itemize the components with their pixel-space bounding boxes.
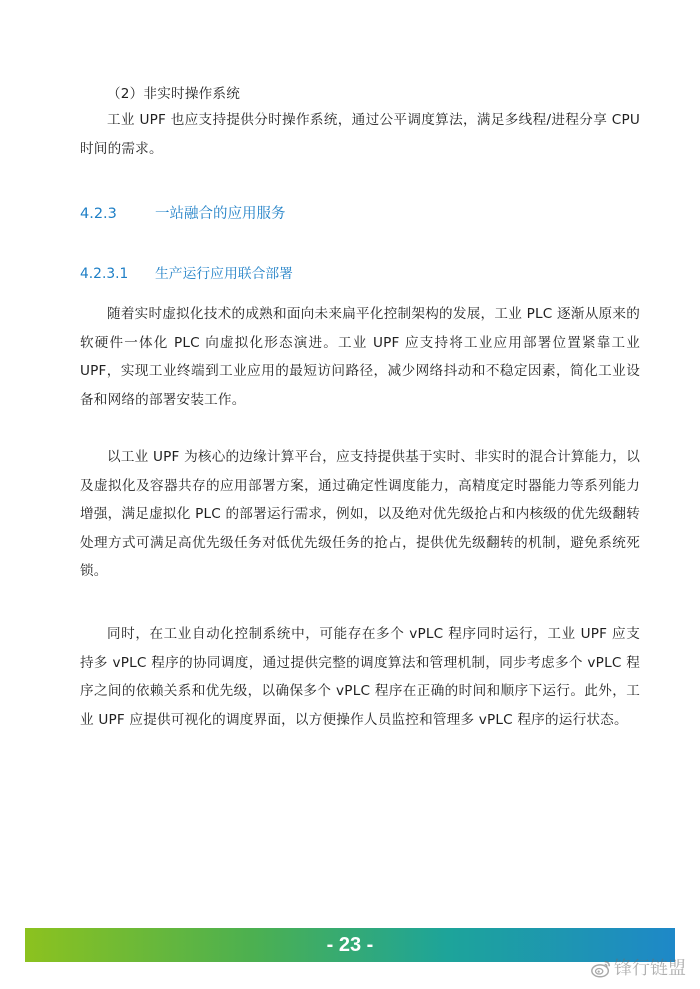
subsection-heading-nonrealtime: （2）非实时操作系统	[107, 86, 240, 102]
section-title: 生产运行应用联合部署	[155, 266, 293, 282]
paragraph-3: 同时，在工业自动化控制系统中，可能存在多个 vPLC 程序同时运行，工业 UPF 应支持多 vPLC 程序的协同调度，通过提供完整的调度算法和管理机制，同步考虑多个 vPLC 程序之间的依赖关系和优先级，以确保多个 vPLC 程序在正确的时间和顺序下运行。此外，工业 UPF 应提供可视化的调度界面，以方便操作人员监控和管理多 vPLC 程序的运行状态。	[80, 626, 640, 728]
section-title: 一站融合的应用服务	[155, 206, 286, 222]
watermark	[592, 952, 698, 986]
watermark-text: 锋行链盟	[614, 958, 686, 979]
paragraph-2: 以工业 UPF 为核心的边缘计算平台，应支持提供基于实时、非实时的混合计算能力，以及虚拟化及容器共存的应用部署方案，通过确定性调度能力，高精度定时器能力等系列能力增强，满足虚拟化 PLC 的部署运行需求，例如，以及绝对优先级抢占和内核级的优先级翻转处理方式可满足高优先级任务对低优先级任务的抢占，提供优先级翻转的机制，避免系统死锁。	[80, 449, 640, 579]
section-number: 4.2.3	[80, 206, 117, 222]
paragraph-1: 随着实时虚拟化技术的成熟和面向未来扁平化控制架构的发展，工业 PLC 逐渐从原来的软硬件一体化 PLC 向虚拟化形态演进。工业 UPF 应支持将工业应用部署位置紧靠工业 UPF，实现工业终端到工业应用的最短访问路径，减少网络抖动和不稳定因素，简化工业设备和网络的部署安装工作。	[80, 306, 640, 408]
section-heading-4-2-3-1	[80, 262, 293, 282]
page-number: - 23 -	[326, 934, 374, 956]
section-heading-4-2-3	[80, 202, 286, 223]
footer-bar	[25, 928, 675, 962]
paragraph-nonrealtime: 工业 UPF 也应支持提供分时操作系统，通过公平调度算法，满足多线程/进程分享 CPU 时间的需求。	[80, 112, 640, 157]
weibo-icon	[590, 958, 612, 980]
section-number: 4.2.3.1	[80, 266, 129, 282]
